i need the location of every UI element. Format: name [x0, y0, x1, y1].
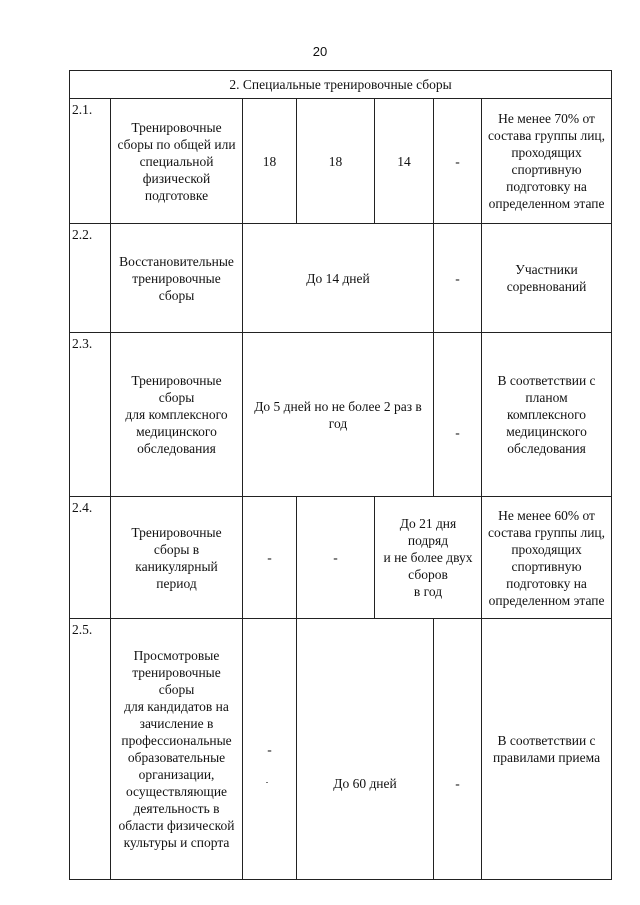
duration-cell: До 21 дня подряд и не более двух сборов в год — [375, 497, 482, 619]
table-row — [70, 224, 612, 333]
participants-note: Участники соревнований — [482, 224, 612, 333]
section-header-row — [70, 71, 612, 99]
value-cell: - — [434, 333, 482, 497]
camp-name: Тренировочные сборы для комплексного медицинского обследования — [111, 333, 243, 497]
participants-note: В соответствии с правилами приема — [482, 619, 612, 880]
table-row — [70, 99, 612, 224]
camp-name: Восстановительные тренировочные сборы — [111, 224, 243, 333]
value-cell: - — [243, 497, 297, 619]
camp-name: Просмотровые тренировочные сборы для кандидатов на зачисление в профессиональные образовательные организации, осуществляющие деятельность в области физической культуры и спорта — [111, 619, 243, 880]
value-cell: - — [434, 619, 482, 880]
duration-cell: До 5 дней но не более 2 раз в год — [243, 333, 434, 497]
value-cell: 18 — [297, 99, 375, 224]
row-number: 2.2. — [70, 224, 111, 333]
page-number: 20 — [312, 44, 328, 59]
row-number: 2.5. — [70, 619, 111, 880]
table-row — [70, 619, 612, 880]
value-cell: - — [243, 619, 297, 880]
row-number: 2.3. — [70, 333, 111, 497]
value-cell: - — [434, 99, 482, 224]
value-cell: 14 — [375, 99, 434, 224]
participants-note: Не менее 60% от состава группы лиц, проходящих спортивную подготовку на определенном этапе — [482, 497, 612, 619]
participants-note: Не менее 70% от состава группы лиц, проходящих спортивную подготовку на определенном этапе — [482, 99, 612, 224]
participants-note: В соответствии с планом комплексного медицинского обследования — [482, 333, 612, 497]
camp-name: Тренировочные сборы по общей или специальной физической подготовке — [111, 99, 243, 224]
table-row — [70, 497, 612, 619]
duration-cell: До 14 дней — [243, 224, 434, 333]
duration-cell: До 60 дней — [297, 619, 434, 880]
row-number: 2.4. — [70, 497, 111, 619]
row-number: 2.1. — [70, 99, 111, 224]
training-camps-table — [69, 70, 612, 880]
section-title: 2. Специальные тренировочные сборы — [70, 71, 612, 99]
table-row — [70, 333, 612, 497]
scan-speck — [266, 782, 268, 783]
camp-name: Тренировочные сборы в каникулярный период — [111, 497, 243, 619]
value-cell: 18 — [243, 99, 297, 224]
value-cell: - — [297, 497, 375, 619]
value-cell: - — [434, 224, 482, 333]
